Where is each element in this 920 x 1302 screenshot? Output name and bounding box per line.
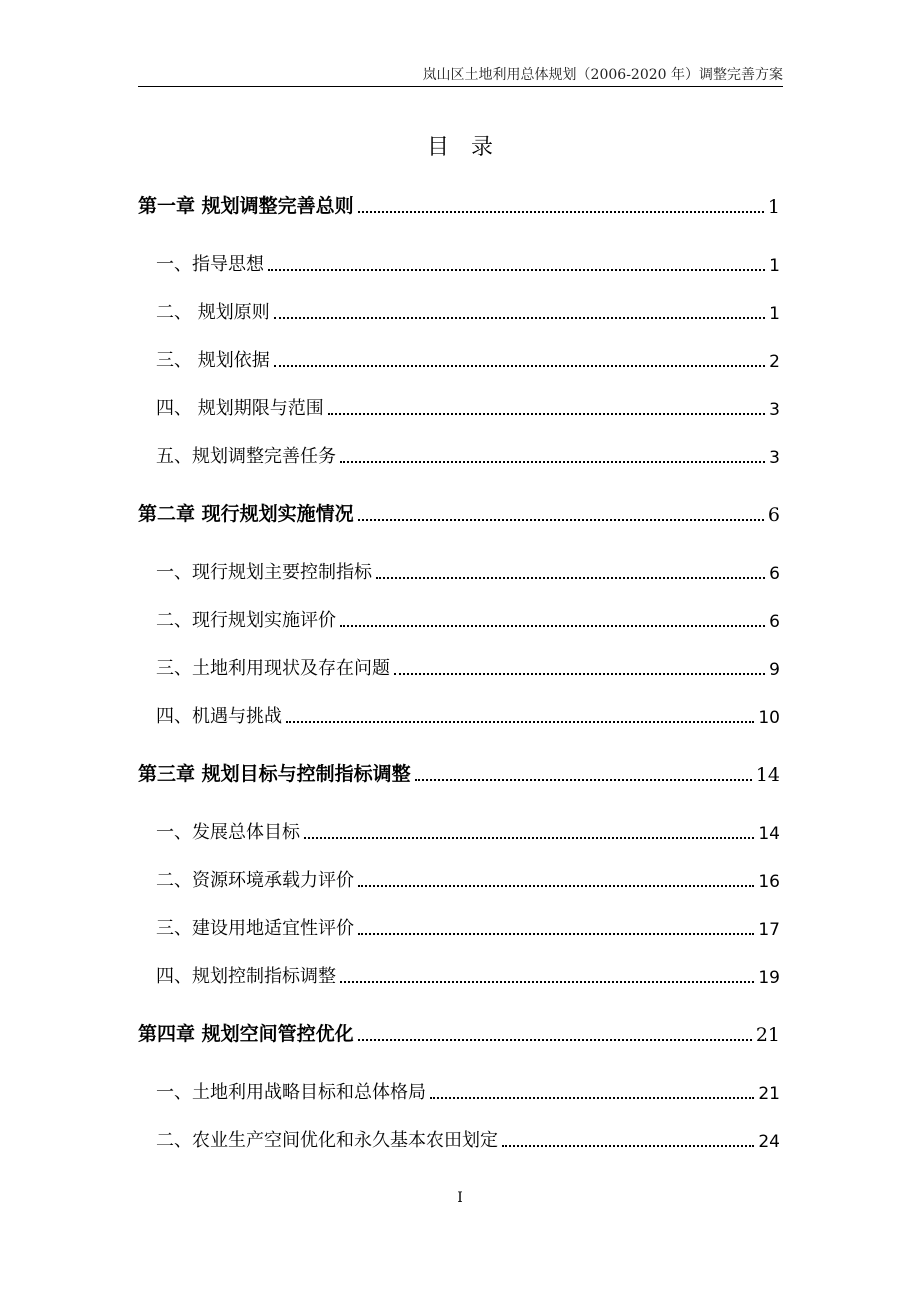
toc-entry-page: 21: [758, 1084, 780, 1104]
toc-entry-label: 二、现行规划实施评价: [156, 610, 336, 631]
toc-entry-page: 2: [769, 352, 780, 372]
toc-section-entry[interactable]: [156, 698, 780, 728]
toc-entry-page: 6: [769, 612, 780, 632]
toc-entry-label: 第三章 规划目标与控制指标调整: [138, 763, 411, 785]
dot-leader: [376, 577, 765, 579]
toc-section-entry[interactable]: [156, 438, 780, 468]
toc-section-entry[interactable]: [156, 294, 780, 324]
dot-leader: [286, 721, 754, 723]
dot-leader: [358, 211, 764, 213]
toc-entry-page: 16: [758, 872, 780, 892]
toc-entry-page: 10: [758, 708, 780, 728]
dot-leader: [358, 1039, 752, 1041]
toc-entry-page: 19: [758, 968, 780, 988]
toc-entry-label: 二、 规划原则: [156, 302, 270, 323]
dot-leader: [430, 1097, 754, 1099]
header-title: 岚山区土地利用总体规划（2006-2020 年）调整完善方案: [422, 67, 783, 83]
toc-entry-label: 一、土地利用战略目标和总体格局: [156, 1082, 426, 1103]
toc-entry-label: 四、规划控制指标调整: [156, 966, 336, 987]
toc-section-entry[interactable]: [156, 342, 780, 372]
toc-entry-label: 五、规划调整完善任务: [156, 446, 336, 467]
dot-leader: [358, 885, 754, 887]
dot-leader: [340, 981, 754, 983]
toc-entry-page: 14: [755, 764, 780, 786]
page-number: I: [457, 1190, 463, 1206]
toc-entry-label: 第四章 规划空间管控优化: [138, 1023, 354, 1045]
toc-section-entry[interactable]: [156, 602, 780, 632]
toc-entry-label: 第二章 现行规划实施情况: [138, 503, 354, 525]
dot-leader: [394, 673, 765, 675]
toc-entry-label: 三、 规划依据: [156, 350, 270, 371]
toc-entry-label: 三、建设用地适宜性评价: [156, 918, 354, 939]
toc-entry-page: 21: [755, 1024, 780, 1046]
dot-leader: [415, 779, 752, 781]
toc-section-entry[interactable]: [156, 246, 780, 276]
toc-entry-page: 14: [758, 824, 780, 844]
toc-section-entry[interactable]: [156, 958, 780, 988]
page-header: [138, 60, 783, 87]
toc-entry-page: 6: [769, 564, 780, 584]
toc-section-entry[interactable]: [156, 1122, 780, 1152]
toc-entry-page: 9: [769, 660, 780, 680]
toc-section-entry[interactable]: [156, 390, 780, 420]
toc-entry-page: 3: [769, 448, 780, 468]
toc-section-entry[interactable]: [156, 862, 780, 892]
dot-leader: [268, 269, 765, 271]
toc-entry-label: 二、资源环境承载力评价: [156, 870, 354, 891]
dot-leader: [358, 933, 754, 935]
toc-chapter-entry[interactable]: [138, 756, 780, 786]
toc-entry-page: 17: [758, 920, 780, 940]
dot-leader: [274, 317, 765, 319]
toc-entry-page: 1: [769, 304, 780, 324]
dot-leader: [340, 461, 765, 463]
toc-entry-label: 四、 规划期限与范围: [156, 398, 324, 419]
toc-title: 目录: [426, 135, 515, 160]
toc-entry-label: 四、机遇与挑战: [156, 706, 282, 727]
toc-entry-label: 一、发展总体目标: [156, 822, 300, 843]
toc-entry-page: 3: [769, 400, 780, 420]
toc-entry-page: 24: [758, 1132, 780, 1152]
toc-section-entry[interactable]: [156, 814, 780, 844]
toc-entry-label: 三、土地利用现状及存在问题: [156, 658, 390, 679]
dot-leader: [502, 1145, 754, 1147]
toc-entry-page: 1: [769, 256, 780, 276]
toc-section-entry[interactable]: [156, 910, 780, 940]
dot-leader: [340, 625, 765, 627]
toc-chapter-entry[interactable]: [138, 1016, 780, 1046]
dot-leader: [328, 413, 765, 415]
toc-entry-label: 二、农业生产空间优化和永久基本农田划定: [156, 1130, 498, 1151]
toc-entry-label: 一、现行规划主要控制指标: [156, 562, 372, 583]
toc-section-entry[interactable]: [156, 554, 780, 584]
toc-entry-page: 6: [767, 504, 780, 526]
dot-leader: [304, 837, 754, 839]
toc-entry-page: 1: [767, 196, 780, 218]
toc-section-entry[interactable]: [156, 1074, 780, 1104]
toc-entry-label: 第一章 规划调整完善总则: [138, 195, 354, 217]
dot-leader: [358, 519, 764, 521]
toc-section-entry[interactable]: [156, 650, 780, 680]
toc-chapter-entry[interactable]: [138, 188, 780, 218]
toc-entry-label: 一、指导思想: [156, 254, 264, 275]
toc-chapter-entry[interactable]: [138, 496, 780, 526]
dot-leader: [274, 365, 765, 367]
